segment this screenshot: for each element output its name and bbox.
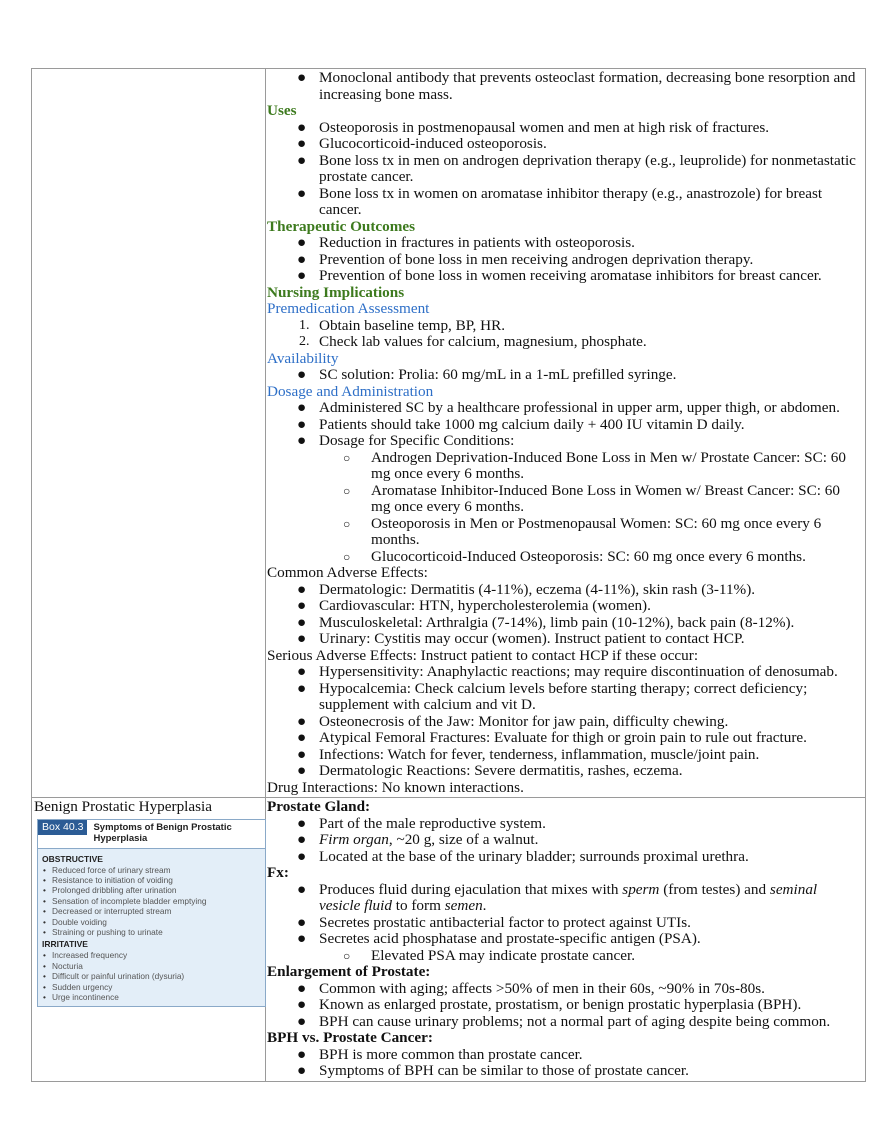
bullet-icon: ● [297,729,307,746]
list-item-text: SC solution: Prolia: 60 mg/mL in a 1-mL prefilled syringe. [319,366,677,383]
bullet-icon: ● [297,399,307,416]
text-run: seminal vesicle fluid [319,880,818,914]
list-item-text: Atypical Femoral Fractures: Evaluate for thigh or groin pain to rule out fracture. [319,729,807,746]
list-item [267,763,865,780]
list-item [267,1014,865,1031]
list-item [267,981,865,998]
section-label: Drug Interactions: No known interactions. [267,778,524,796]
table-row-denosumab [32,69,865,797]
list-item-text: Glucocorticoid-Induced Osteoporosis: SC: 60 mg once every 6 months. [371,547,806,565]
box-header [38,820,265,845]
list-item-text: Bone loss tx in men on androgen deprivation therapy (e.g., leuprolide) for nonmetastatic prostate cancer. [319,151,856,185]
list-item [267,153,865,186]
bullet-icon: ● [297,930,307,947]
bullet-icon: ● [297,630,307,647]
box-list-item: • Reduced force of urinary stream [42,865,261,875]
text-run: , ~20 g, size of a walnut. [388,831,539,848]
list-item [267,681,865,714]
box-list-item: • Resistance to initiation of voiding [42,875,261,885]
list-item-text: Administered SC by a healthcare professional in upper arm, upper thigh, or abdomen. [319,399,840,416]
box-list-item: • Straining or pushing to urinate [42,927,261,937]
notes-table [31,68,866,1082]
list-item-text: Dosage for Specific Conditions: [319,432,515,449]
list-item [267,664,865,681]
section-label: Serious Adverse Effects: Instruct patient to contact HCP if these occur: [267,646,699,664]
bullet-icon: ● [297,979,307,997]
list-item-text: Known as enlarged prostate, prostatism, or benign prostatic hyperplasia (BPH). [319,996,802,1013]
circle-bullet-icon: ○ [343,948,351,963]
list-item [267,598,865,615]
bullet-icon: ● [297,880,307,898]
list-item-text: Infections: Watch for fever, tenderness, inflammation, muscle/joint pain. [319,745,760,763]
list-item [267,334,865,351]
list-item-text: BPH is more common than prostate cancer. [319,1045,583,1063]
list-item-text: Prevention of bone loss in men receiving androgen deprivation therapy. [319,250,754,268]
bullet-icon: ● [297,663,307,680]
section-heading: Nursing Implications [267,283,405,301]
box-body [38,848,265,1007]
content-cell [266,798,865,1081]
box-list-item: • Nocturia [42,961,261,971]
list-item [267,318,865,335]
list-item [267,849,865,866]
circle-bullet-icon: ○ [343,483,351,498]
list-item [267,714,865,731]
box-title: Symptoms of Benign Prostatic Hyperplasia [93,821,232,844]
box-list-item: • Sudden urgency [42,982,261,992]
list-item [267,549,865,566]
list-item-text: Cardiovascular: HTN, hypercholesterolemia (women). [319,597,651,614]
bullet-icon: ● [297,267,307,284]
bullet-icon: ● [297,432,307,449]
text-run: Produces fluid during ejaculation that mixes with [319,880,623,898]
bullet-icon: ● [297,184,307,202]
list-item-text: Musculoskeletal: Arthralgia (7-14%), limb pain (10-12%), back pain (8-12%). [319,613,795,631]
section-heading: Uses [267,102,297,119]
list-item-text: Hypersensitivity: Anaphylactic reactions; may require discontinuation of denosumab. [319,663,838,680]
list-item [267,948,865,965]
list-item-text: Monoclonal antibody that prevents osteoclast formation, decreasing bone resorption and increasing bone mass. [319,69,856,103]
text-run: (from testes) and [659,880,770,898]
bullet-icon: ● [297,762,307,779]
box-list-item: • Double voiding [42,917,261,927]
list-item-text: Reduction in fractures in patients with osteoporosis. [319,234,635,251]
bullet-icon: ● [297,913,307,931]
list-item-text: Part of the male reproductive system. [319,814,546,832]
list-item [267,931,865,948]
list-item [267,483,865,516]
list-item [267,997,865,1014]
list-item-text: Prevention of bone loss in women receiving aromatase inhibitors for breast cancer. [319,267,822,284]
list-number: 1. [299,317,310,333]
bullet-icon: ● [297,597,307,614]
list-item-text: Secretes prostatic antibacterial factor to protect against UTIs. [319,913,691,931]
bullet-icon: ● [297,580,307,598]
list-item [267,367,865,384]
section-heading: Availability [267,349,339,367]
bullet-icon: ● [297,831,307,848]
bullet-icon: ● [297,613,307,631]
list-item-text: Osteonecrosis of the Jaw: Monitor for jaw pain, difficulty chewing. [319,712,729,730]
box-section-heading: IRRITATIVE [42,939,88,950]
list-item-text: Aromatase Inhibitor-Induced Bone Loss in Women w/ Breast Cancer: SC: 60 mg once every 6 months. [371,481,840,515]
topic-title: Benign Prostatic Hyperplasia [34,798,212,815]
list-item-text: Osteoporosis in postmenopausal women and men at high risk of fractures. [319,118,770,136]
list-item [267,120,865,137]
list-item [267,450,865,483]
circle-bullet-icon: ○ [343,516,351,531]
list-item-text: Secretes acid phosphatase and prostate-specific antigen (PSA). [319,930,701,947]
list-item-text: Patients should take 1000 mg calcium daily + 400 IU vitamin D daily. [319,415,745,433]
section-heading: Therapeutic Outcomes [267,217,416,235]
list-item-text: Dermatologic Reactions: Severe dermatitis, rashes, eczema. [319,762,683,779]
section-heading: Enlargement of Prostate: [267,963,431,980]
table-row-bph [32,797,865,1081]
box-list-item: • Increased frequency [42,950,261,960]
section-heading: Premedication Assessment [267,300,430,317]
list-item-text: Elevated PSA may indicate prostate cancer. [371,946,636,964]
text-run: . [482,897,487,914]
bullet-icon: ● [297,415,307,433]
topic-cell [32,798,266,1081]
list-item [267,747,865,764]
list-item-text: Common with aging; affects >50% of men in their 60s, ~90% in 70s-80s. [319,979,765,997]
box-list-item: • Prolonged dribbling after urination [42,885,261,895]
list-item-text: Bone loss tx in women on aromatase inhibitor therapy (e.g., anastrozole) for breast cancer. [319,184,823,218]
bullet-icon: ● [297,1045,307,1063]
section-heading: BPH vs. Prostate Cancer: [267,1029,433,1046]
list-item-text: Urinary: Cystitis may occur (women). Instruct patient to contact HCP. [319,630,745,647]
list-item-text: Located at the base of the urinary bladder; surrounds proximal urethra. [319,847,749,865]
bullet-icon: ● [297,250,307,268]
list-item-text: Dermatologic: Dermatitis (4-11%), eczema (4-11%), skin rash (3-11%). [319,580,756,598]
list-item-text: Glucocorticoid-induced osteoporosis. [319,135,547,152]
text-run: to form [391,897,445,914]
list-item [267,252,865,269]
section-label: Common Adverse Effects: [267,564,428,581]
text-run: semen [444,897,483,914]
bullet-icon: ● [297,366,307,383]
bullet-icon: ● [297,151,307,169]
list-item-text: Androgen Deprivation-Induced Bone Loss in Men w/ Prostate Cancer: SC: 60 mg once every 6 months. [371,448,846,482]
bullet-icon: ● [297,69,307,86]
box-list-item: • Decreased or interrupted stream [42,906,261,916]
list-item [267,235,865,252]
list-item [267,516,865,549]
list-item [267,70,865,103]
bullet-icon: ● [297,118,307,136]
bullet-icon: ● [297,712,307,730]
list-item [267,915,865,932]
circle-bullet-icon: ○ [343,450,351,465]
section-heading: Fx: [267,864,289,881]
list-item [267,400,865,417]
list-item [267,1063,865,1080]
list-item [267,615,865,632]
bullet-icon: ● [297,1062,307,1079]
bullet-icon: ● [297,814,307,832]
text-run: Firm organ [319,831,389,848]
list-item-text: BPH can cause urinary problems; not a normal part of aging despite being common. [319,1012,831,1030]
list-item-text: Obtain baseline temp, BP, HR. [319,316,506,334]
text-run: sperm [622,880,660,898]
box-number: Box 40.3 [38,820,87,835]
bullet-icon: ● [297,1012,307,1030]
list-item-text: Osteoporosis in Men or Postmenopausal Women: SC: 60 mg once every 6 months. [371,514,822,548]
bullet-icon: ● [297,745,307,763]
list-item-text: Check lab values for calcium, magnesium, phosphate. [319,333,647,350]
content-cell [266,69,865,797]
section-heading: Prostate Gland: [267,798,371,815]
box-list-item: • Sensation of incomplete bladder emptying [42,896,261,906]
list-number: 2. [299,334,310,349]
list-item [267,433,865,450]
list-item-text: Symptoms of BPH can be similar to those of prostate cancer. [319,1062,689,1079]
list-item [267,730,865,747]
list-item [267,136,865,153]
list-item [267,417,865,434]
list-item [267,186,865,219]
circle-bullet-icon: ○ [343,549,351,564]
bullet-icon: ● [297,847,307,865]
list-item [267,582,865,599]
bullet-icon: ● [297,234,307,251]
box-list-item: • Urge incontinence [42,992,261,1002]
box-section-heading: OBSTRUCTIVE [42,853,103,864]
topic-cell [32,69,266,797]
list-item [267,1047,865,1064]
bullet-icon: ● [297,135,307,152]
bullet-icon: ● [297,996,307,1013]
list-item-text: Hypocalcemia: Check calcium levels before starting therapy; correct deficiency; supplement with calcium and vit D. [319,679,808,713]
box-list-item: • Difficult or painful urination (dysuria) [42,971,261,981]
list-item [267,268,865,285]
symptoms-box-figure [37,819,266,1008]
section-heading: Dosage and Administration [267,382,434,400]
bullet-icon: ● [297,679,307,697]
list-item [267,816,865,833]
list-item [267,631,865,648]
list-item [267,882,865,915]
list-item [267,832,865,849]
